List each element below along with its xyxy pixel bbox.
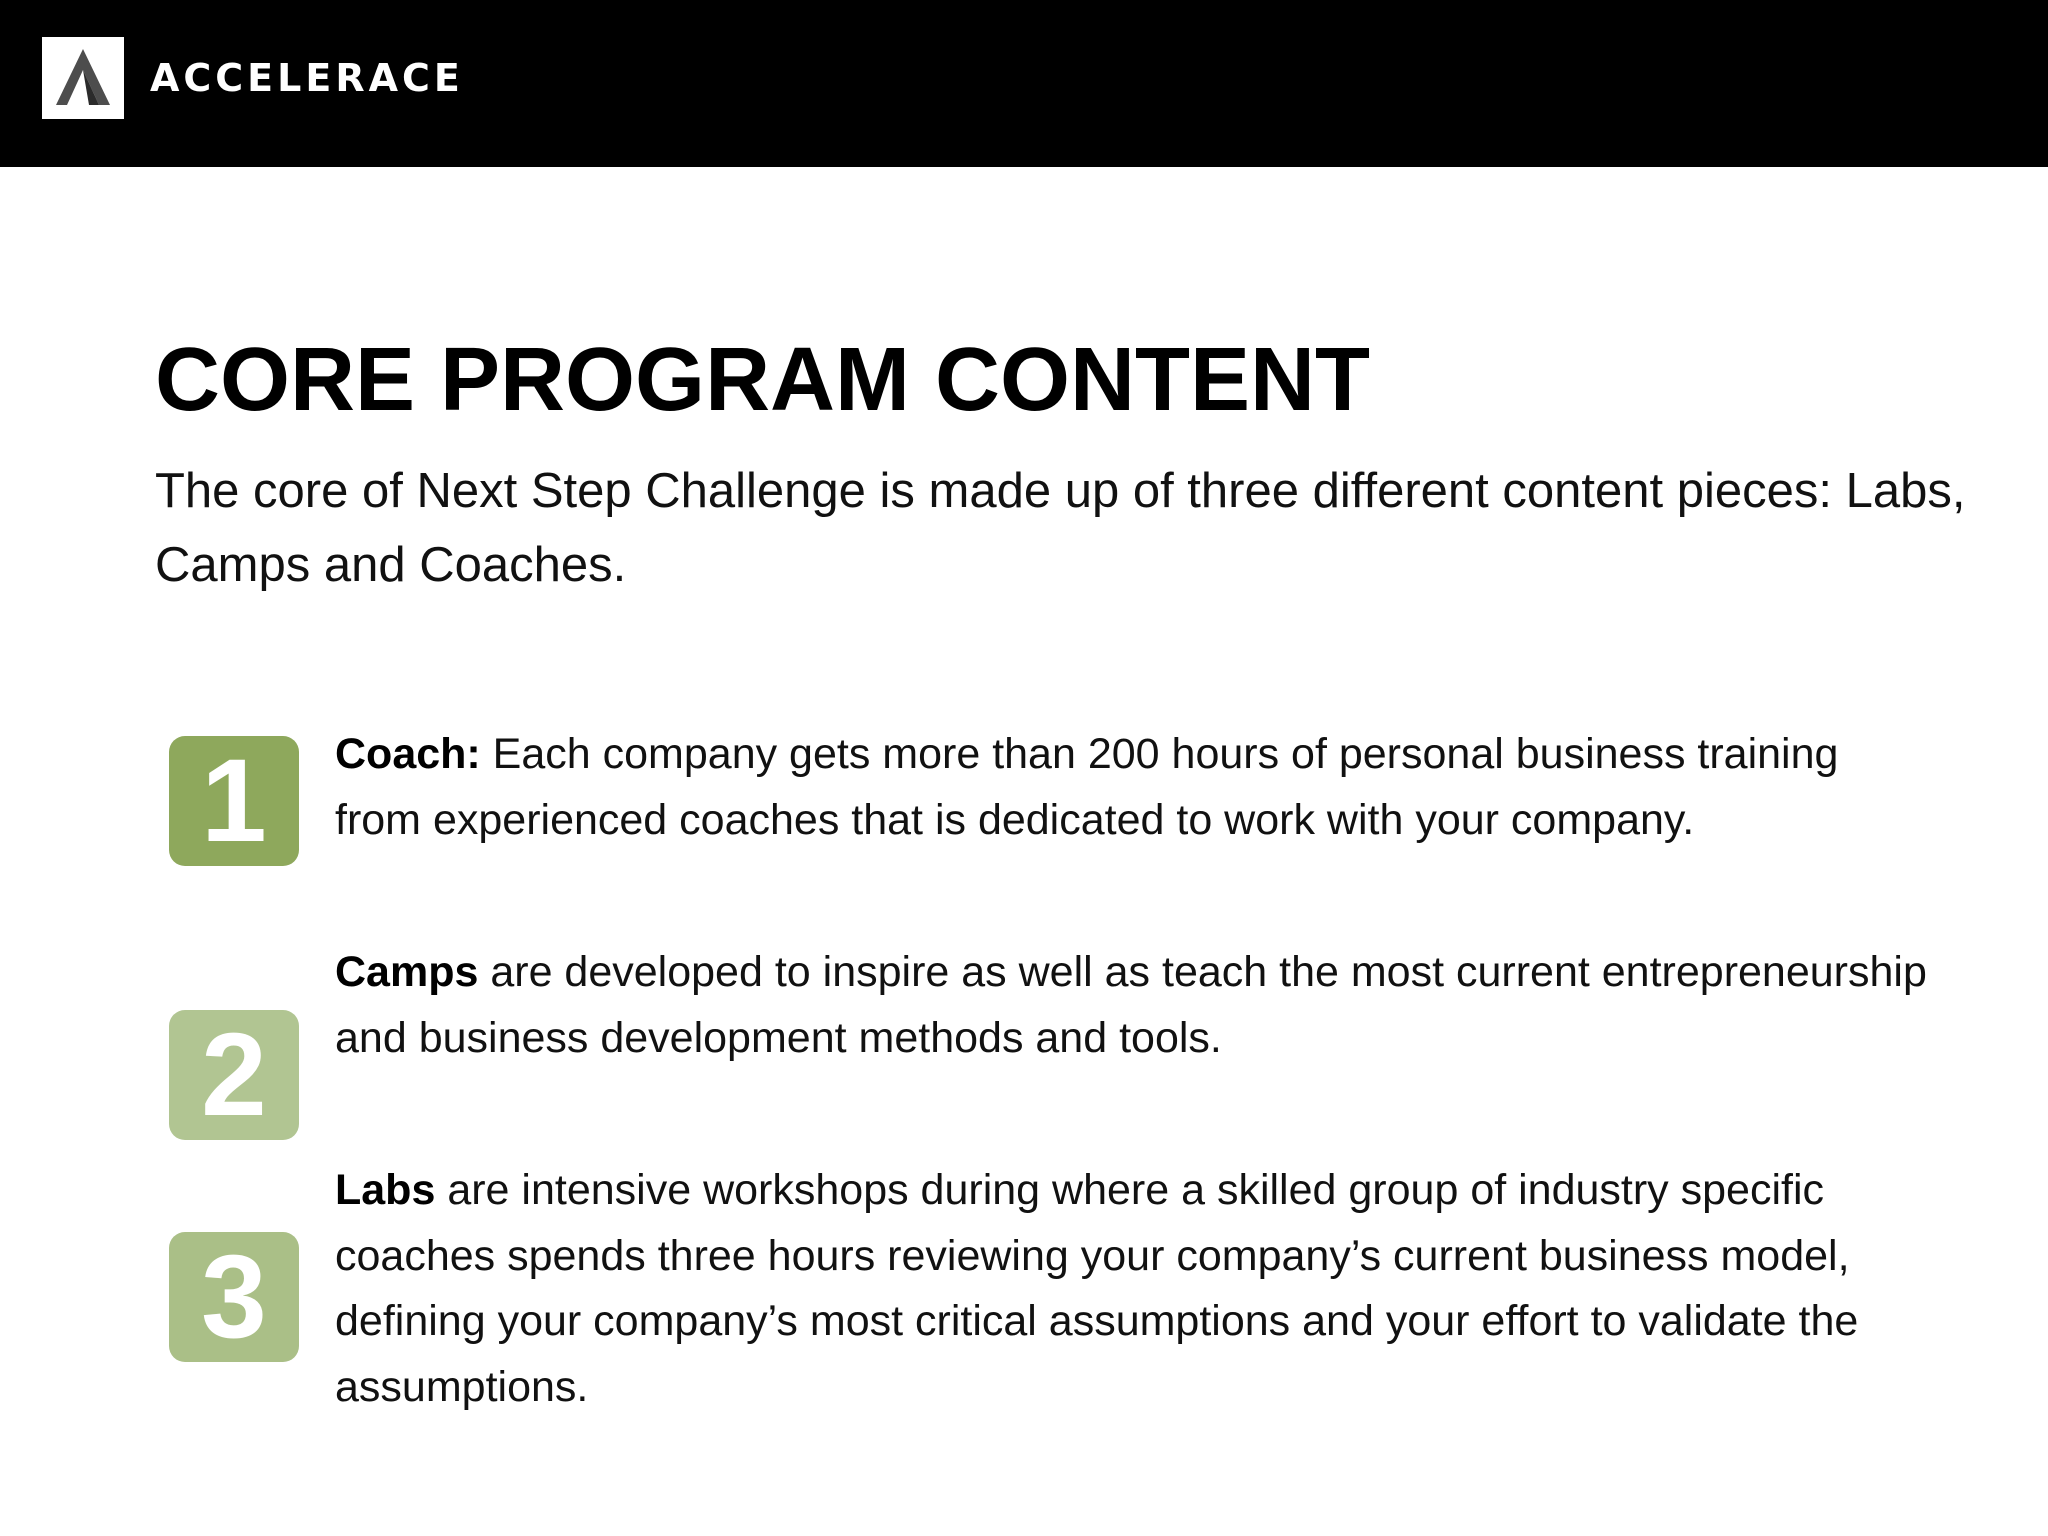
number-badge-2: 2 [169, 1010, 299, 1140]
item-body: Each company gets more than 200 hours of personal business training from experienced coaches that is dedicated to work with your company. [335, 730, 1839, 844]
item-body: are intensive workshops during where a skilled group of industry specific coaches spends three hours reviewing your company’s current business model, defining your company’s most critical assumptions and your effort to validate the assumptions. [335, 1166, 1859, 1411]
brand-name: ACCELERACE [150, 56, 464, 100]
item-body: are developed to inspire as well as teach the most current entrepreneurship and business development methods and tools. [335, 948, 1927, 1062]
item-term: Camps [335, 948, 479, 996]
number-badge-3: 3 [169, 1232, 299, 1362]
item-term: Coach: [335, 730, 481, 778]
accelerace-a-icon [42, 37, 124, 119]
item-description [335, 1158, 1935, 1420]
page-title: CORE PROGRAM CONTENT [155, 330, 1370, 430]
number-badge-1: 1 [169, 736, 299, 866]
item-description [335, 940, 1935, 1071]
header-bar [0, 0, 2048, 167]
item-description [335, 722, 1935, 853]
intro-paragraph: The core of Next Step Challenge is made up of three different content pieces: Labs, Camps and Coaches. [155, 464, 1966, 592]
item-term: Labs [335, 1166, 436, 1214]
